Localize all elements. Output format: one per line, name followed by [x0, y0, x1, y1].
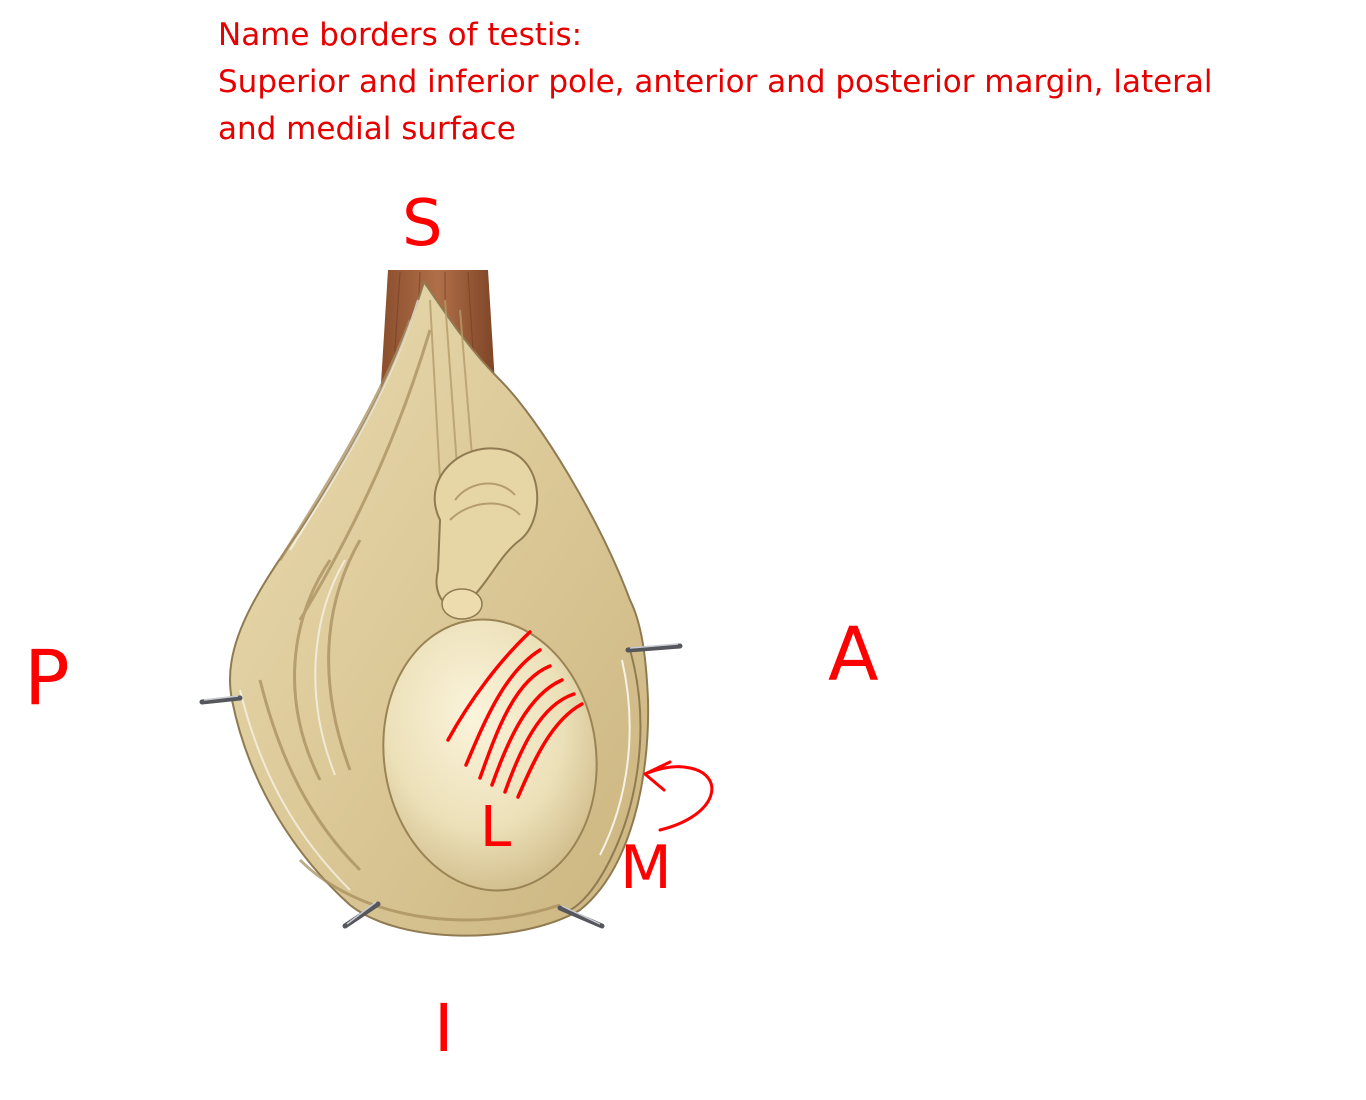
lateral-label: L: [480, 795, 512, 860]
medial-arrow: [645, 762, 712, 830]
question-line-1: Name borders of testis:: [218, 17, 583, 53]
appendix-testis: [442, 589, 482, 619]
posterior-label: P: [24, 633, 70, 722]
question-line-2: Superior and inferior pole, anterior and posterior margin, lateral: [218, 64, 1213, 100]
superior-label: S: [402, 187, 443, 261]
question-line-3: and medial surface: [218, 111, 516, 147]
inferior-label: I: [434, 990, 454, 1067]
medial-label: M: [620, 833, 672, 903]
anterior-label: A: [828, 612, 879, 698]
